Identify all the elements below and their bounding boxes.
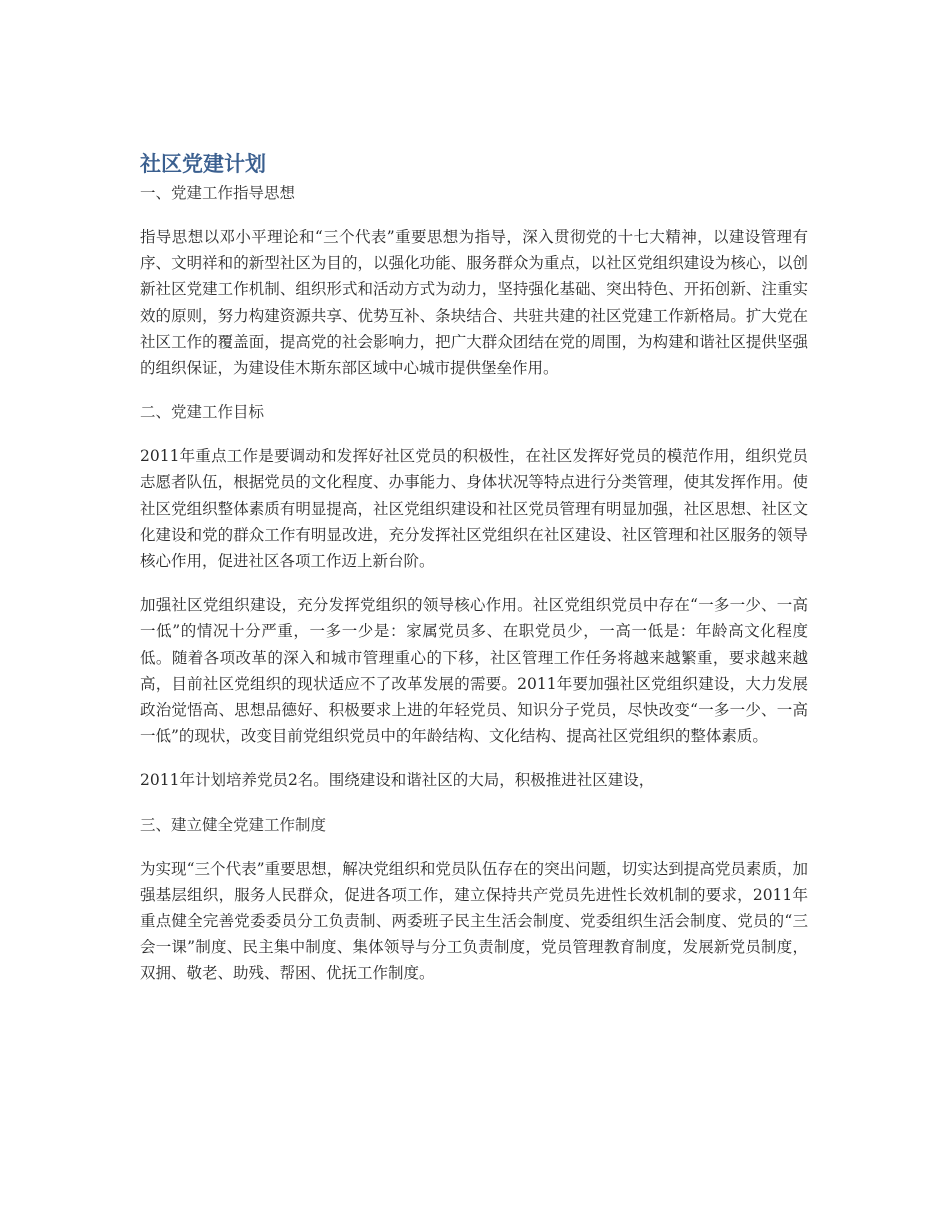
section2-heading: 二、党建工作目标 (140, 403, 265, 422)
section1-heading: 一、党建工作指导思想 (140, 184, 296, 202)
section3-paragraph-1: 为实现“三个代表”重要思想，解决党组织和党员队伍存在的突出问题，切实达到提高党员素质，加强基层组织，服务人民群众，促进各项工作，建立保持共产党员先进性长效机制的要求，2011年重点健全完善党委委员分工负责制、两委班子民主生活会制度、党委组织生活会制度、党员的“三会一课”制度、民主集中制度、集体领导与分工负责制度，党员管理教育制度，发展新党员制度，双拥、敬老、助残、帮困、优抚工作制度。 (140, 859, 808, 983)
section2-paragraph-1: 2011年重点工作是要调动和发挥好社区党员的积极性，在社区发挥好党员的模范作用，组织党员志愿者队伍，根据党员的文化程度、办事能力、身体状况等特点进行分类管理，使其发挥作用。使社区党组织整体素质有明显提高，社区党组织建设和社区党员管理有明显加强，社区思想、社区文化建设和党的群众工作有明显改进，充分发挥社区党组织在社区建设、社区管理和社区服务的领导核心作用，促进社区各项工作迈上新台阶。 (140, 447, 808, 571)
section1-paragraph-1: 指导思想以邓小平理论和“三个代表”重要思想为指导，深入贯彻党的十七大精神，以建设管理有序、文明祥和的新型社区为目的，以强化功能、服务群众为重点，以社区党组织建设为核心，以创新社区党建工作机制、组织形式和活动方式为动力，坚持强化基础、突出特色、开拓创新、注重实效的原则，努力构建资源共享、优势互补、条块结合、共驻共建的社区党建工作新格局。扩大党在社区工作的覆盖面，提高党的社会影响力，把广大群众团结在党的周围，为构建和谐社区提供坚强的组织保证，为建设佳木斯东部区域中心城市提供堡垒作用。 (140, 228, 808, 378)
document-page (140, 150, 808, 987)
section2-paragraph-2: 加强社区党组织建设，充分发挥党组织的领导核心作用。社区党组织党员中存在“一多一少、一高一低”的情况十分严重，一多一少是：家属党员多、在职党员少，一高一低是：年龄高文化程度低。随着各项改革的深入和城市管理重心的下移，社区管理工作任务将越来越繁重，要求越来越高，目前社区党组织的现状适应不了改革发展的需要。2011年要加强社区党组织建设，大力发展政治觉悟高、思想品德好、积极要求上进的年轻党员、知识分子党员，尽快改变“一多一少、一高一低”的现状，改变目前党组织党员中的年龄结构、文化结构、提高社区党组织的整体素质。 (140, 596, 808, 746)
section2-paragraph-3: 2011年计划培养党员2名。围绕建设和谐社区的大局，积极推进社区建设， (140, 771, 655, 790)
section3-heading: 三、建立健全党建工作制度 (140, 815, 327, 834)
document-title: 社区党建计划 (140, 152, 266, 176)
